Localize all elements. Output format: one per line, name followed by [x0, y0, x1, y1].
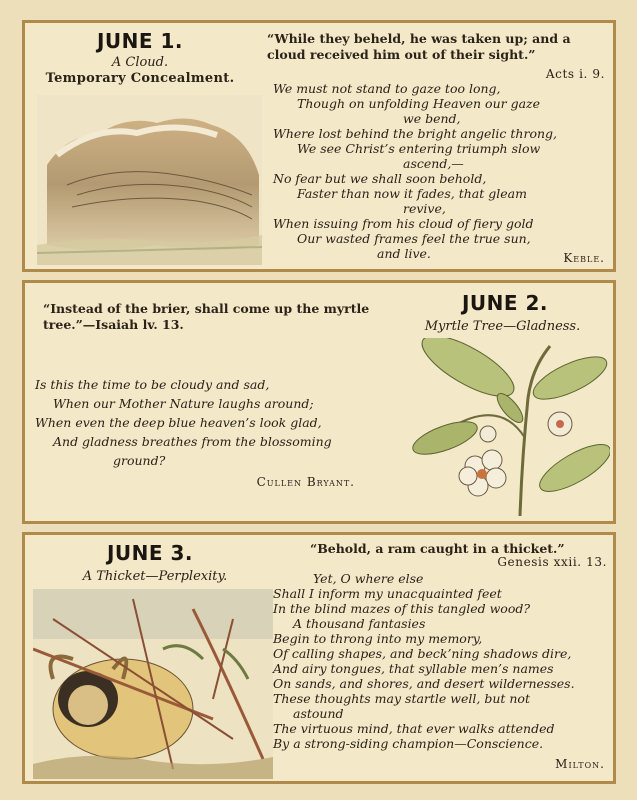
entry-plant: A Cloud. — [111, 55, 169, 70]
poem-line: Begin to throng into my memory, — [273, 631, 483, 646]
entry-plant: A Thicket—Perplexity. — [82, 569, 228, 584]
entry-poem — [273, 81, 557, 261]
poem-line: By a strong-siding champion—Conscience. — [273, 736, 544, 751]
poem-line: Faster than now it fades, that gleam — [297, 186, 527, 201]
poem-line: And gladness breathes from the blossoming — [53, 434, 332, 449]
entry-poem — [273, 571, 575, 751]
poem-line: On sands, and shores, and desert wildernesses. — [273, 676, 575, 691]
entry-date: JUNE 2. — [461, 291, 549, 315]
poem-line: We must not stand to gaze too long, — [273, 81, 501, 96]
poem-line: Where lost behind the bright angelic throng, — [273, 126, 557, 141]
ram-thicket-illustration — [33, 589, 273, 779]
cloud-illustration — [37, 95, 262, 265]
entry-reference: Acts i. 9. — [545, 67, 605, 81]
poem-line: revive, — [403, 201, 446, 216]
poem-line: We see Christ’s entering triumph slow — [297, 141, 541, 156]
poem-line: When our Mother Nature laughs around; — [53, 396, 314, 411]
poem-line: In the blind mazes of this tangled wood? — [273, 601, 531, 616]
entry-june-1 — [22, 20, 616, 272]
poem-line: These thoughts may startle well, but not — [273, 691, 530, 706]
entry-author: Keble. — [563, 251, 605, 265]
flower — [459, 450, 506, 496]
poem-line: Shall I inform my unacquainted feet — [273, 586, 502, 601]
entry-meaning: Temporary Concealment. — [45, 71, 235, 86]
entry-reference: Genesis xxii. 13. — [497, 555, 607, 569]
poem-line: And airy tongues, that syllable men’s names — [273, 661, 554, 676]
entry-quote: “Behold, a ram caught in a thicket.” — [310, 541, 565, 556]
poem-line: and live. — [377, 246, 431, 261]
entry-quote: “While they beheld, he was taken up; and a cloud received him out of their sight.” — [267, 31, 571, 62]
entry-plant: Myrtle Tree—Gladness. — [424, 319, 581, 334]
poem-line: The virtuous mind, that ever walks attended — [273, 721, 555, 736]
myrtle-illustration — [410, 338, 610, 518]
entry-date: JUNE 3. — [106, 541, 194, 565]
entry-poem — [35, 375, 332, 470]
entry-date: JUNE 1. — [96, 29, 184, 53]
poem-line: When issuing from his cloud of fiery gold — [273, 216, 534, 231]
poem-line: Our wasted frames feel the true sun, — [297, 231, 531, 246]
poem-line: Is this the time to be cloudy and sad, — [35, 377, 270, 392]
poem-line: ground? — [113, 453, 166, 468]
entry-author: Milton. — [555, 757, 605, 771]
poem-line: Of calling shapes, and beck’ning shadows dire, — [273, 646, 572, 661]
entry-june-3 — [22, 532, 616, 784]
poem-line: astound — [293, 706, 344, 721]
poem-line: Though on unfolding Heaven our gaze — [297, 96, 541, 111]
poem-line: A thousand fantasies — [293, 616, 426, 631]
entry-june-2 — [22, 280, 616, 524]
entry-author: Cullen Bryant. — [256, 475, 355, 489]
poem-line: Yet, O where else — [313, 571, 424, 586]
poem-line: we bend, — [403, 111, 461, 126]
poem-line: No fear but we shall soon behold, — [273, 171, 487, 186]
poem-line: ascend,— — [403, 156, 464, 171]
poem-line: When even the deep blue heaven’s look glad, — [35, 415, 322, 430]
entry-quote: “Instead of the brier, shall come up the myrtle tree.”—Isaiah lv. 13. — [43, 301, 370, 332]
